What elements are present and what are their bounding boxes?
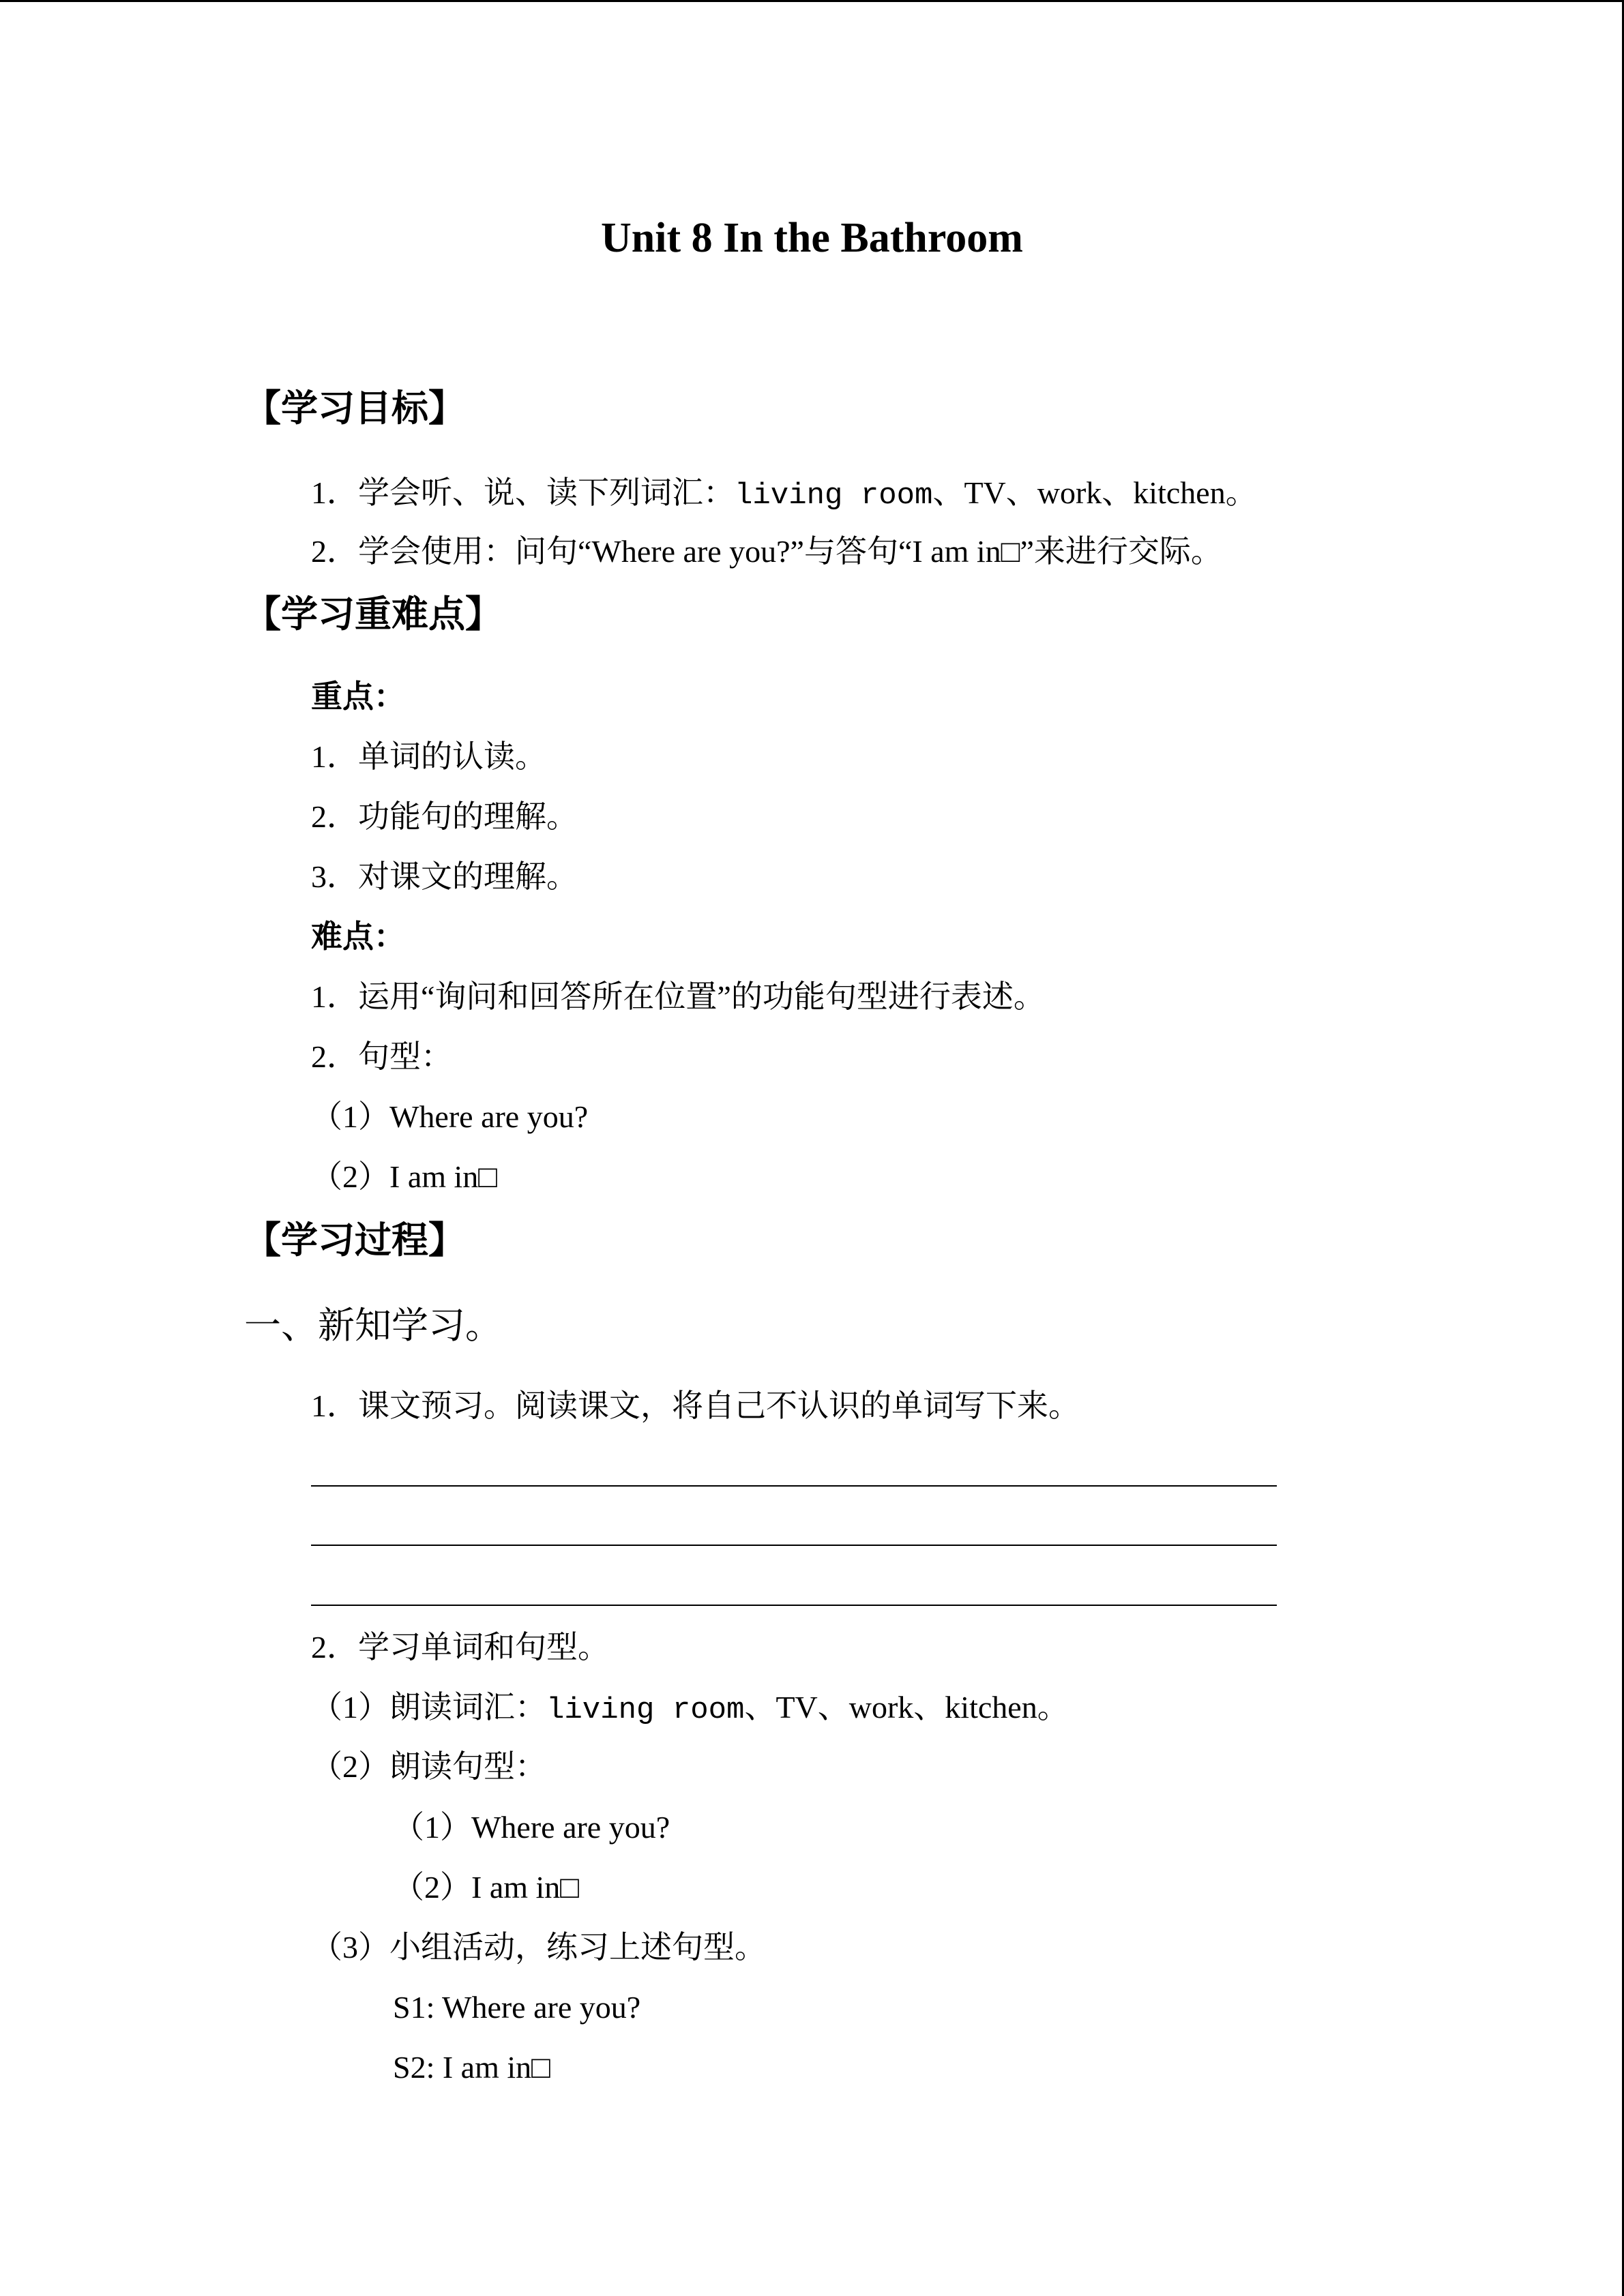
step-2-pattern-1: （1）Where are you? — [393, 1810, 670, 1845]
difficulty-item-1: 1．运用“询问和回答所在位置”的功能句型进行表述。 — [311, 979, 1045, 1014]
page-border-top — [0, 0, 1624, 2]
process-heading: 【学习过程】 — [244, 1220, 465, 1261]
focus-item-2: 2．功能句的理解。 — [311, 799, 578, 834]
step-2-pattern-2: （2）I am in□ — [393, 1870, 580, 1905]
section-new-learning: 一、新知学习。 — [244, 1305, 502, 1346]
difficulty-label: 难点： — [311, 919, 405, 954]
step-2-patterns-label: （2）朗读句型： — [311, 1749, 546, 1784]
focus-label: 重点： — [311, 679, 405, 714]
dialogue-line-s2: S2: I am in□ — [393, 2050, 550, 2085]
document-title: Unit 8 In the Bathroom — [601, 215, 1023, 261]
step-2-group-activity: （3）小组活动，练习上述句型。 — [311, 1930, 766, 1965]
writing-line-2[interactable] — [311, 1545, 1277, 1546]
difficulty-item-2: 2．句型： — [311, 1039, 452, 1074]
difficulty-item-3: （1）Where are you? — [311, 1099, 589, 1134]
writing-line-3[interactable] — [311, 1605, 1277, 1606]
step-1-preview: 1．课文预习。阅读课文，将自己不认识的单词写下来。 — [311, 1388, 1080, 1423]
writing-line-1[interactable] — [311, 1485, 1277, 1487]
objective-item-2: 2．学会使用：问句“Where are you?”与答句“I am in□”来进行交际。 — [311, 534, 1222, 569]
objective-item-1: 1．学会听、说、读下列词汇：living room、TV、work、kitchen。 — [311, 475, 1257, 513]
step-2-heading: 2．学习单词和句型。 — [311, 1630, 609, 1665]
focus-item-3: 3．对课文的理解。 — [311, 859, 578, 894]
dialogue-line-s1: S1: Where are you? — [393, 1990, 641, 2025]
focus-item-1: 1．单词的认读。 — [311, 739, 546, 774]
key-points-heading: 【学习重难点】 — [244, 594, 502, 635]
difficulty-item-4: （2）I am in□ — [311, 1159, 498, 1194]
objectives-heading: 【学习目标】 — [244, 388, 465, 429]
step-2-vocab: （1）朗读词汇：living room、TV、work、kitchen。 — [311, 1690, 1069, 1727]
